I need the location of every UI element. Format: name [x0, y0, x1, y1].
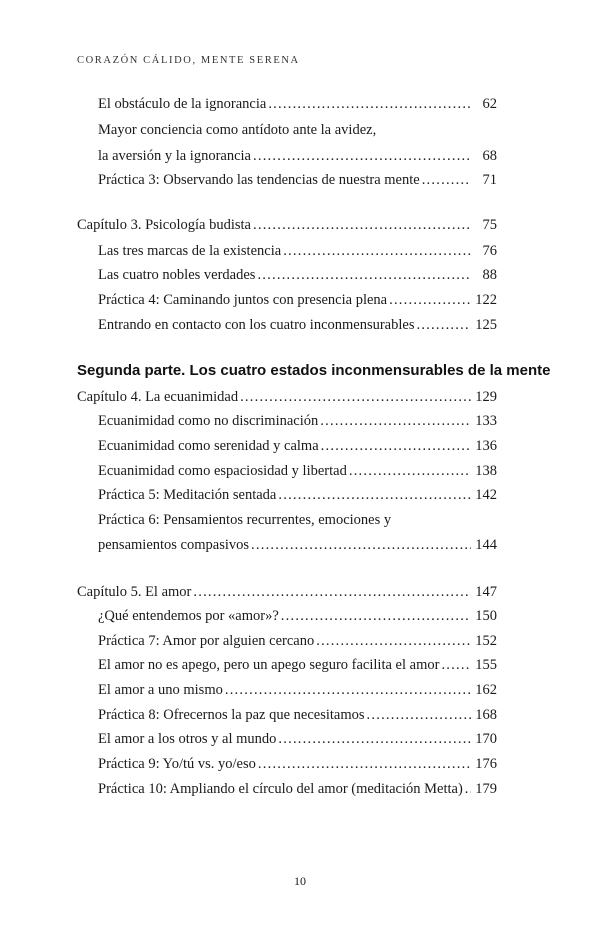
part-heading[interactable]: Segunda parte. Los cuatro estados inconmensurables de la mente	[77, 362, 551, 379]
dot-leader	[253, 214, 471, 236]
toc-entry[interactable]	[98, 753, 497, 775]
toc-entry-page: 125	[475, 317, 497, 333]
toc-entry-page: 152	[475, 633, 497, 649]
toc-entry-page: 88	[482, 267, 497, 283]
toc-entry-title: Las cuatro nobles verdades	[98, 267, 256, 283]
page-number: 10	[294, 874, 306, 888]
dot-leader	[316, 630, 471, 652]
dot-leader	[278, 728, 471, 750]
dot-leader	[422, 169, 471, 191]
toc-entry-title: Las tres marcas de la existencia	[98, 243, 282, 259]
dot-leader	[389, 289, 471, 311]
toc-entry-page: 71	[482, 172, 497, 188]
toc-chapter-3[interactable]	[77, 214, 497, 236]
toc-entry-page: 133	[475, 413, 497, 429]
dot-leader	[251, 534, 471, 556]
toc-entry-title: Ecuanimidad como espaciosidad y libertad	[98, 463, 347, 479]
toc-entry-title-line1[interactable]: Mayor conciencia como antídoto ante la avidez,	[98, 122, 377, 138]
toc-chapter-5[interactable]	[77, 581, 497, 603]
toc-entry-title: El obstáculo de la ignorancia	[98, 96, 267, 112]
toc-entry-page: 168	[475, 707, 497, 723]
toc-entry-title: Entrando en contacto con los cuatro inconmensurables	[98, 317, 415, 333]
toc-chapter-title: Capítulo 3. Psicología budista	[77, 217, 251, 233]
toc-entry[interactable]	[98, 289, 497, 311]
toc-chapter-page: 129	[475, 389, 497, 405]
dot-leader	[281, 605, 471, 627]
toc-entry[interactable]	[98, 410, 497, 432]
toc-entry[interactable]	[98, 145, 497, 167]
toc-chapter-page: 75	[482, 217, 497, 233]
dot-leader	[416, 314, 471, 336]
toc-entry-title: Ecuanimidad como no discriminación	[98, 413, 319, 429]
toc-entry-title: El amor no es apego, pero un apego seguro facilita el amor	[98, 657, 440, 673]
toc-entry[interactable]	[98, 605, 497, 627]
toc-entry[interactable]	[98, 169, 497, 191]
dot-leader	[193, 581, 471, 603]
toc-entry-page: 136	[475, 438, 497, 454]
toc-chapter-title: Capítulo 5. El amor	[77, 584, 192, 600]
toc-entry[interactable]	[98, 679, 497, 701]
dot-leader	[465, 778, 471, 800]
dot-leader	[253, 145, 471, 167]
toc-entry-page: 155	[475, 657, 497, 673]
running-head: CORAZÓN CÁLIDO, MENTE SERENA	[77, 55, 300, 66]
toc-entry[interactable]	[98, 654, 497, 676]
toc-entry-title: Práctica 9: Yo/tú vs. yo/eso	[98, 756, 256, 772]
toc-chapter-page: 147	[475, 584, 497, 600]
toc-entry[interactable]	[98, 484, 497, 506]
toc-entry-title: Práctica 4: Caminando juntos con presencia plena	[98, 292, 388, 308]
toc-entry-title: pensamientos compasivos	[98, 537, 250, 553]
dot-leader	[240, 386, 471, 408]
toc-entry-page: 170	[475, 731, 497, 747]
toc-chapter-title: Capítulo 4. La ecuanimidad	[77, 389, 239, 405]
toc-entry[interactable]	[98, 93, 497, 115]
toc-entry[interactable]	[98, 630, 497, 652]
toc-entry-title: la aversión y la ignorancia	[98, 148, 251, 164]
dot-leader	[320, 410, 471, 432]
toc-entry-page: 142	[475, 487, 497, 503]
dot-leader	[283, 240, 471, 262]
toc-entry-page: 138	[475, 463, 497, 479]
toc-entry[interactable]	[98, 534, 497, 556]
toc-entry-title: Ecuanimidad como serenidad y calma	[98, 438, 319, 454]
toc-entry-page: 76	[482, 243, 497, 259]
toc-entry-title: Práctica 3: Observando las tendencias de nuestra mente	[98, 172, 420, 188]
toc-entry[interactable]	[98, 314, 497, 336]
dot-leader	[349, 460, 471, 482]
toc-entry-title: Práctica 10: Ampliando el círculo del amor (meditación Metta)	[98, 781, 463, 797]
toc-entry-page: 179	[475, 781, 497, 797]
toc-entry-page: 150	[475, 608, 497, 624]
toc-entry-page: 122	[475, 292, 497, 308]
dot-leader	[258, 753, 471, 775]
toc-entry-page: 176	[475, 756, 497, 772]
toc-entry-page: 144	[475, 537, 497, 553]
toc-entry-title: Práctica 8: Ofrecernos la paz que necesitamos	[98, 707, 365, 723]
toc-entry[interactable]	[98, 704, 497, 726]
toc-entry[interactable]	[98, 435, 497, 457]
toc-entry[interactable]	[98, 728, 497, 750]
toc-entry-title: ¿Qué entendemos por «amor»?	[98, 608, 279, 624]
toc-entry-title: Práctica 5: Meditación sentada	[98, 487, 277, 503]
toc-entry-title: El amor a los otros y al mundo	[98, 731, 277, 747]
toc-chapter-4[interactable]	[77, 386, 497, 408]
dot-leader	[367, 704, 471, 726]
toc-entry-page: 162	[475, 682, 497, 698]
dot-leader	[278, 484, 471, 506]
toc-entry-title: Práctica 7: Amor por alguien cercano	[98, 633, 315, 649]
toc-entry[interactable]	[98, 778, 497, 800]
dot-leader	[257, 264, 471, 286]
toc-entry-title: El amor a uno mismo	[98, 682, 223, 698]
toc-entry-page: 62	[482, 96, 497, 112]
toc-entry[interactable]	[98, 240, 497, 262]
dot-leader	[268, 93, 471, 115]
toc-entry[interactable]	[98, 264, 497, 286]
dot-leader	[441, 654, 471, 676]
dot-leader	[321, 435, 471, 457]
toc-entry-page: 68	[482, 148, 497, 164]
dot-leader	[225, 679, 471, 701]
toc-entry[interactable]	[98, 460, 497, 482]
toc-entry-title-line1[interactable]: Práctica 6: Pensamientos recurrentes, emociones y	[98, 512, 392, 528]
